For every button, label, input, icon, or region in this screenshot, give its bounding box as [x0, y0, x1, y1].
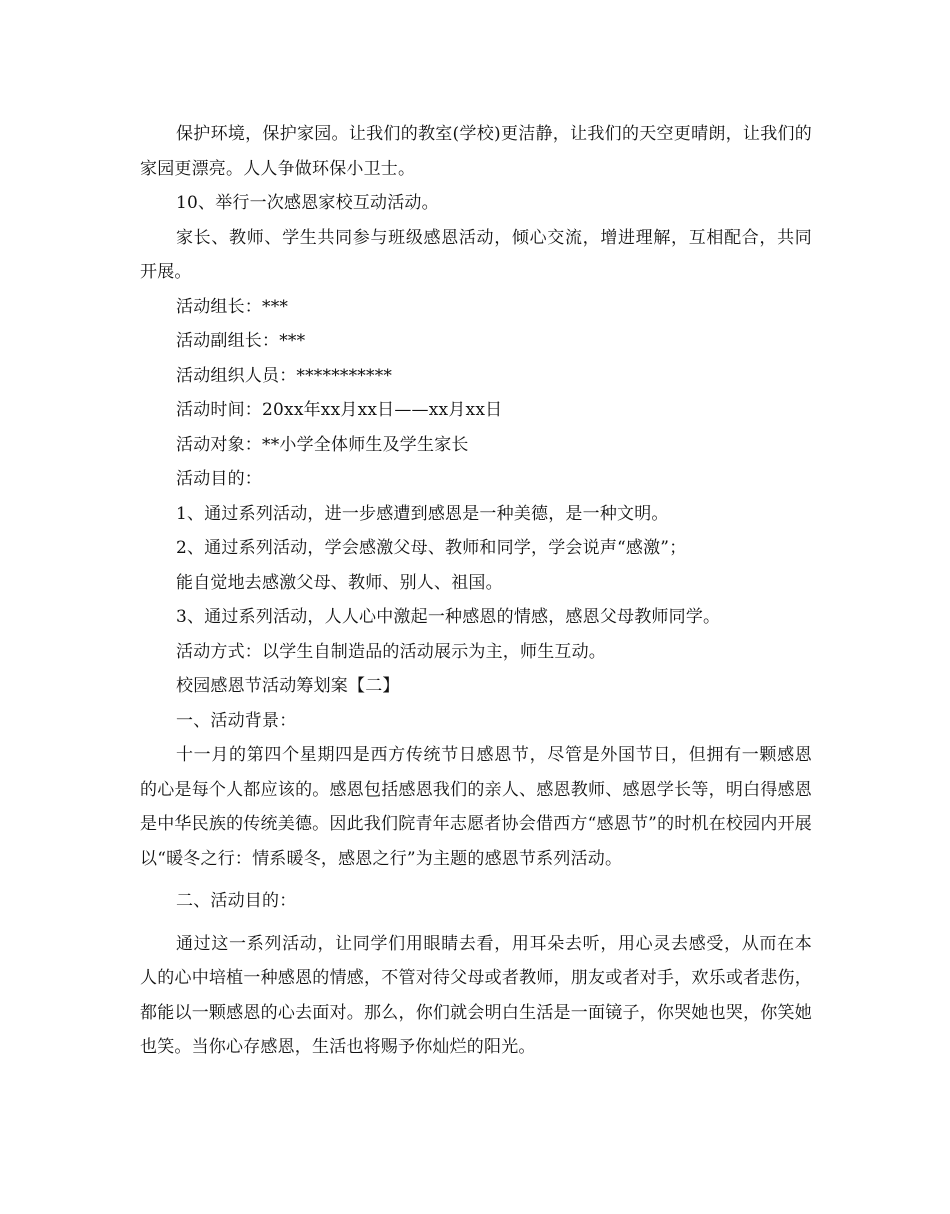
- heading-purpose: 二、活动目的：: [176, 891, 297, 911]
- paragraph-purpose-1: 1、通过系列活动，进一步感遭到感恩是一种美德，是一种文明。: [176, 503, 669, 524]
- paragraph-leader: 活动组长：***: [176, 296, 289, 317]
- paragraph-vice-leader: 活动副组长：***: [176, 331, 306, 351]
- paragraph-purpose-heading: 活动目的：: [176, 469, 262, 489]
- heading-background: 一、活动背景：: [176, 710, 297, 731]
- paragraph-background: 十一月的第四个星期四是西方传统节日感恩节，尽管是外国节日，但拥有一颗感恩的心是每个人都应该的。感恩包括感恩我们的亲人、感恩教师、感恩学长等，明白得感恩是中华民族的传统美德。因此我们院青年志愿者协会借西方“感恩节”的时机在校园内开展以“暖冬之行：情系暖冬，感恩之行”为主题的感恩节系列活动。: [140, 745, 812, 869]
- paragraph-item-10: 10、举行一次感恩家校互动活动。: [176, 193, 439, 213]
- paragraph-organizers: 活动组织人员：***********: [176, 365, 393, 386]
- paragraph-purpose-2: 2、通过系列活动，学会感激父母、教师和同学，学会说声“感激”；: [176, 538, 687, 558]
- paragraph-audience: 活动对象：**小学全体师生及学生家长: [176, 434, 469, 455]
- paragraph-method: 活动方式：以学生自制造品的活动展示为主，师生互动。: [176, 641, 606, 662]
- paragraph-purpose-body: 通过这一系列活动，让同学们用眼睛去看，用耳朵去听，用心灵去感受，从而在本人的心中培植一种感恩的情感，不管对待父母或者教师，朋友或者对手，欢乐或者悲伤，都能以一颗感恩的心去面对。那么，你们就会明白生活是一面镜子，你哭她也哭，你笑她也笑。当你心存感恩，生活也将赐予你灿烂的阳光。: [140, 933, 812, 1057]
- paragraph-time: 活动时间：20xx年xx月xx日——xx月xx日: [176, 400, 503, 420]
- paragraph-environment: 保护环境，保护家园。让我们的教室(学校)更洁静，让我们的天空更晴朗，让我们的家园更漂亮。人人争做环保小卫士。: [140, 124, 812, 179]
- section-title-two: 校园感恩节活动筹划案【二】: [176, 676, 400, 696]
- paragraph-participation: 家长、教师、学生共同参与班级感恩活动，倾心交流，增进理解，互相配合，共同开展。: [140, 227, 812, 282]
- document-body: [140, 117, 812, 1065]
- paragraph-purpose-2-cont: 能自觉地去感激父母、教师、别人、祖国。: [176, 572, 503, 593]
- paragraph-purpose-3: 3、通过系列活动，人人心中激起一种感恩的情感，感恩父母教师同学。: [176, 607, 721, 627]
